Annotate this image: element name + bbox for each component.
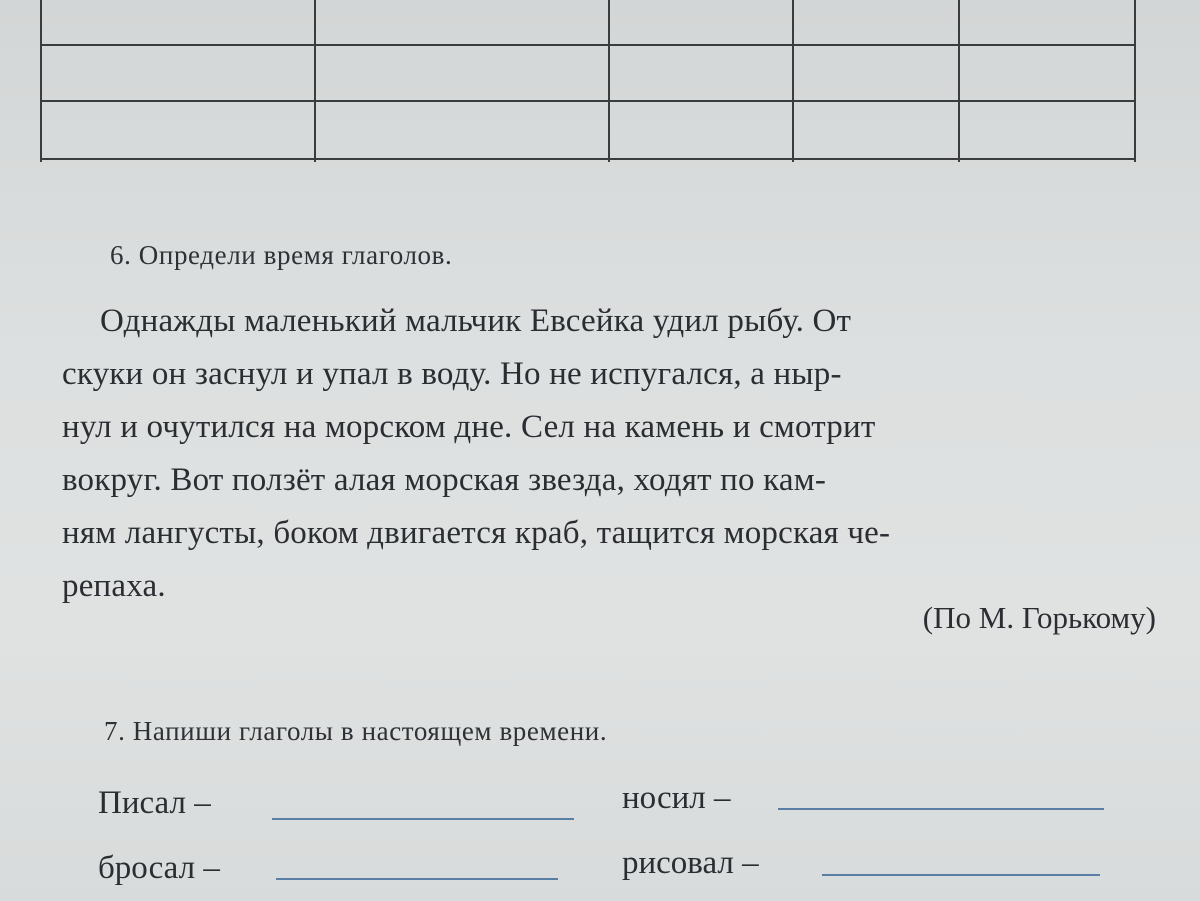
verb-prompt: носил – (622, 780, 731, 816)
answer-line[interactable] (272, 818, 574, 820)
verb-prompt: рисовал – (622, 845, 759, 881)
table-column-divider (40, 0, 42, 162)
table-column-divider (958, 0, 960, 162)
paragraph-line: ням лангусты, боком двигается краб, тащится морская че- (62, 515, 891, 551)
table-row-divider (40, 44, 1136, 46)
paragraph-line: нул и очутился на морском дне. Сел на камень и смотрит (62, 409, 876, 445)
table-column-divider (792, 0, 794, 162)
answer-line[interactable] (822, 874, 1100, 876)
answer-line[interactable] (778, 808, 1104, 810)
paragraph-line: вокруг. Вот ползёт алая морская звезда, ходят по кам- (62, 462, 827, 498)
verb-prompt: бросал – (98, 850, 220, 886)
table-row-divider (40, 100, 1136, 102)
table-column-divider (1134, 0, 1136, 162)
answer-line[interactable] (276, 878, 558, 880)
table-column-divider (314, 0, 316, 162)
task7-title: 7. Напиши глаголы в настоящем времени. (104, 716, 608, 746)
table-column-divider (608, 0, 610, 162)
paragraph-line: скуки он заснул и упал в воду. Но не испугался, а ныр- (62, 356, 842, 392)
verb-prompt: Писал – (98, 785, 211, 821)
paragraph-line: репаха. (62, 568, 166, 604)
table-bottom-border (40, 158, 1136, 160)
source-attribution: (По М. Горькому) (922, 600, 1156, 635)
task6-title: 6. Определи время глаголов. (110, 240, 453, 270)
paragraph-line: Однажды маленький мальчик Евсейка удил рыбу. От (100, 303, 852, 339)
answer-table (40, 0, 1136, 162)
